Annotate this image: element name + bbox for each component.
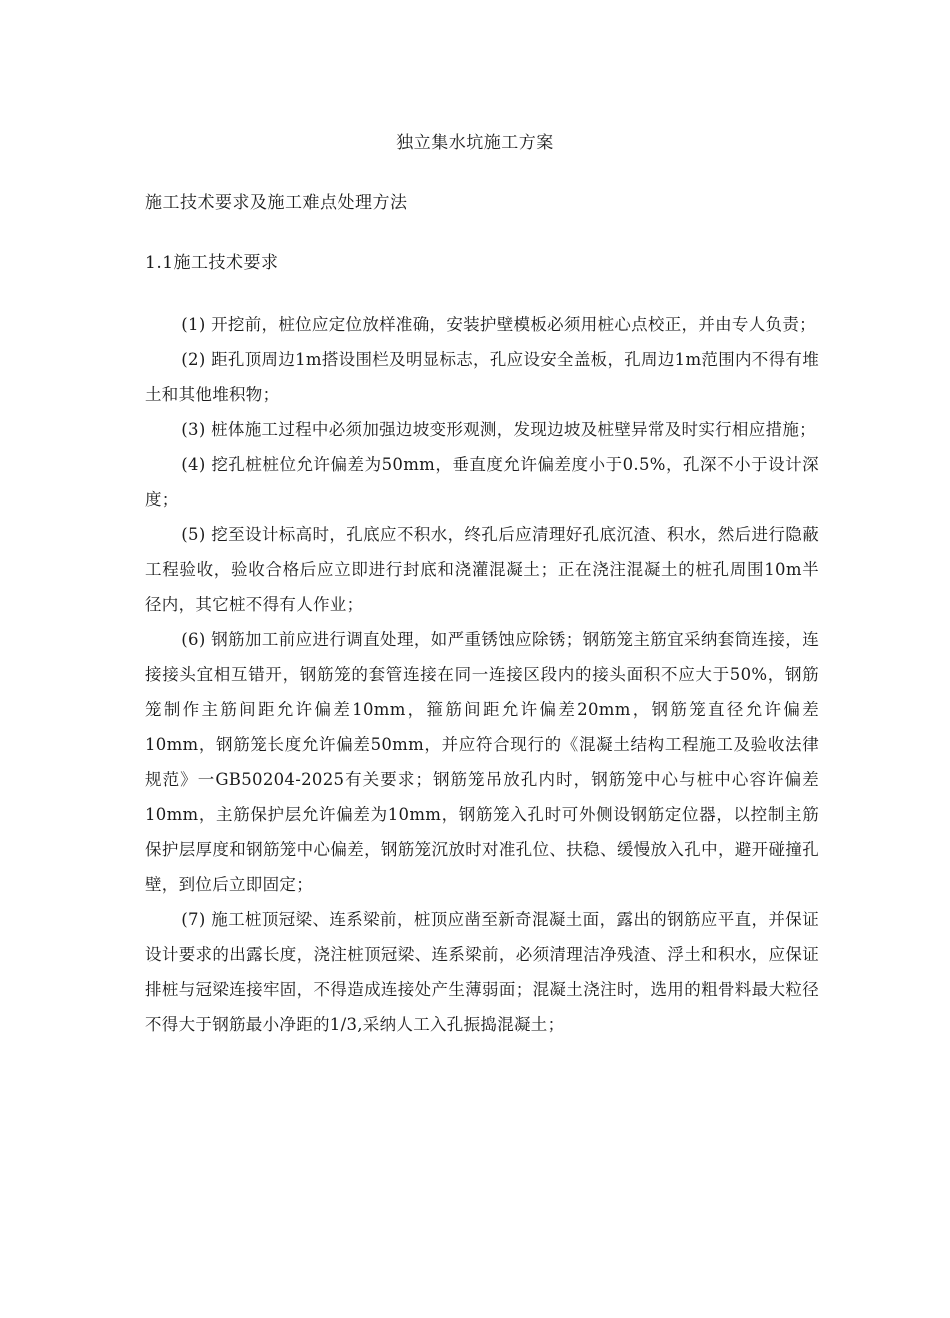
section-heading: 施工技术要求及施工难点处理方法 xyxy=(145,193,408,213)
document-title: 独立集水坑施工方案 xyxy=(396,133,554,153)
paragraph-5: (5) 挖至设计标高时，孔底应不积水，终孔后应清理好孔底沉渣、积水，然后进行隐蔽工程验收，验收合格后应立即进行封底和浇灌混凝土；正在浇注混凝土的桩孔周围10m半径内，其它桩不得有人作业； xyxy=(145,525,819,614)
paragraph-1: (1) 开挖前，桩位应定位放样准确，安装护壁模板必须用桩心点校正，并由专人负责； xyxy=(181,315,816,334)
paragraph-6: (6) 钢筋加工前应进行调直处理，如严重锈蚀应除锈；钢筋笼主筋宜采纳套筒连接，连接接头宜相互错开，钢筋笼的套管连接在同一连接区段内的接头面积不应大于50%，钢筋笼制作主筋间距允许偏差10mm，箍筋间距允许偏差20mm，钢筋笼直径允许偏差10mm，钢筋笼长度允许偏差50mm，并应符合现行的《混凝土结构工程施工及验收法律规范》一GB50204-2025有关要求；钢筋笼吊放孔内时，钢筋笼中心与桩中心容许偏差10mm，主筋保护层允许偏差为10mm，钢筋笼入孔时可外侧设钢筋定位器，以控制主筋保护层厚度和钢筋笼中心偏差，钢筋笼沉放时对准孔位、扶稳、缓慢放入孔中，避开碰撞孔壁，到位后立即固定； xyxy=(145,630,819,894)
paragraph-7: (7) 施工桩顶冠梁、连系梁前，桩顶应凿至新奇混凝土面，露出的钢筋应平直，并保证设计要求的出露长度，浇注桩顶冠梁、连系梁前，必须清理洁净残渣、浮土和积水，应保证排桩与冠梁连接牢固，不得造成连接处产生薄弱面；混凝土浇注时，选用的粗骨料最大粒径不得大于钢筋最小净距的1/3,采纳人工入孔振捣混凝土； xyxy=(145,910,819,1034)
paragraph-2: (2) 距孔顶周边1m搭设围栏及明显标志，孔应设安全盖板，孔周边1m范围内不得有堆土和其他堆积物； xyxy=(145,350,820,404)
paragraph-3: (3) 桩体施工过程中必须加强边坡变形观测，发现边坡及桩壁异常及时实行相应措施； xyxy=(181,420,816,439)
paragraph-4: (4) 挖孔桩桩位允许偏差为50mm，垂直度允许偏差度小于0.5%，孔深不小于设计深度； xyxy=(145,455,819,509)
subsection-heading: 1.1施工技术要求 xyxy=(145,253,279,273)
body-text xyxy=(145,307,819,1042)
